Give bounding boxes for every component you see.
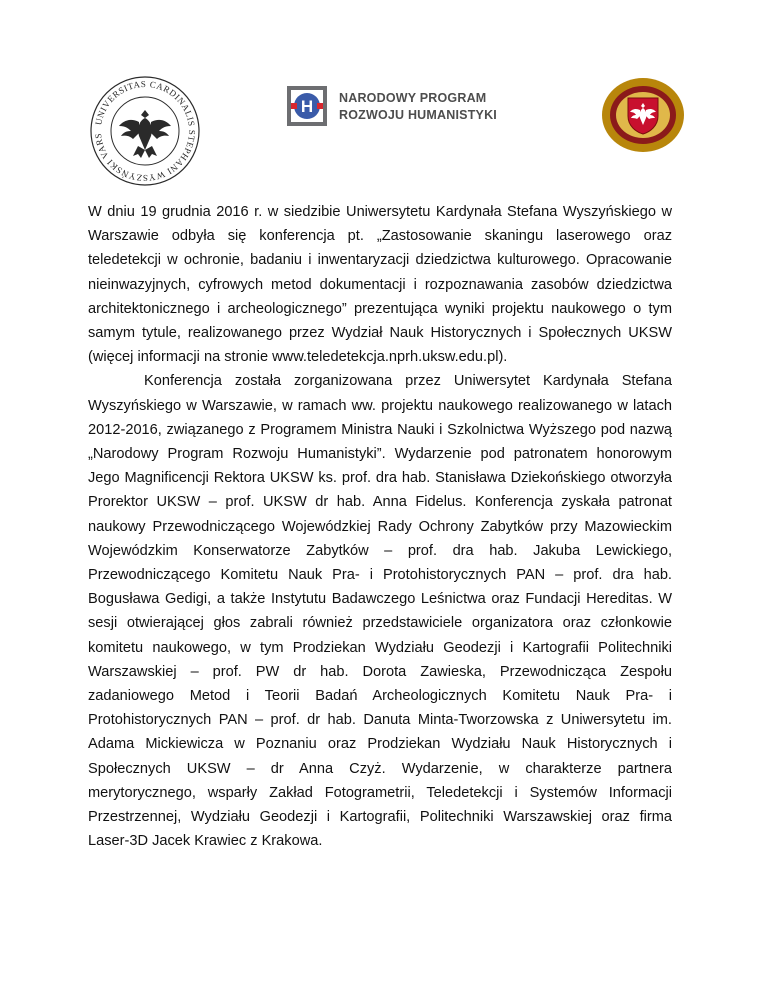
- article-body: [88, 200, 672, 853]
- university-seal-icon: [88, 74, 202, 188]
- eagle-icon: [119, 110, 171, 158]
- nprh-h-icon: [287, 86, 327, 126]
- nprh-logo: [287, 86, 517, 132]
- nprh-line-2: ROZWOJU HUMANISTYKI: [339, 108, 497, 122]
- paragraph-2: Konferencja została zorganizowana przez Uniwersytet Kardynała Stefana Wyszyńskiego w Warszawie, w ramach ww. projektu naukowego realizowanego w latach 2012-2016, związanego z Programem Ministra Nauki i Szkolnictwa Wyższego pod nazwą „Narodowy Program Rozwoju Humanistyki”. Wydarzenie pod patronatem honorowym Jego Magnificencji Rektora UKSW ks. prof. dra hab. Stanisława Dziekońskiego otworzyła Prorektor UKSW – prof. UKSW dr hab. Anna Fidelus. Konferencja zyskała patronat naukowy Przewodniczącego Wojewódzkiej Rady Ochrony Zabytków przy Mazowieckim Wojewódzkim Konserwatorze Zabytków – prof. dra hab. Jakuba Lewickiego, Przewodniczącego Komitetu Nauk Pra- i Protohistorycznych PAN – prof. dra hab. Bogusława Gedigi, a także Instytutu Badawczego Leśnictwa oraz Fundacji Hereditas. W sesji otwierającej głos zabrali również przedstawiciele organizatora oraz członkowie komitetu naukowego, w tym Prodziekan Wydziału Geodezji i Kartografii Politechniki Warszawskiej – prof. PW dr hab. Dorota Zawieska, Przewodnicząca Zespołu zadaniowego Metod i Teorii Badań Archeologicznych Komitetu Nauk Pra- i Protohistorycznych PAN – prof. dr hab. Danuta Minta-Tworzowska z Uniwersytetu im. Adama Mickiewicza w Poznaniu oraz Prodziekan Wydziału Nauk Historycznych i Społecznych UKSW – dr Anna Czyż. Wydarzenie, w charakterze partnera merytorycznego, wsparły Zakład Fotogrametrii, Teledetekcji i Systemów Informacji Przestrzennej, Wydziału Geodezji i Kartografii, Politechniki Warszawskiej oraz firma Laser-3D Jacek Krawiec z Krakowa.: [88, 373, 672, 850]
- paragraph-1: W dniu 19 grudnia 2016 r. w siedzibie Uniwersytetu Kardynała Stefana Wyszyńskiego w Warszawie odbyła się konferencja pt. „Zastosowanie skaningu laserowego oraz teledetekcji w ochronie, badaniu i inwentaryzacji dziedzictwa kulturowego. Opracowanie nieinwazyjnych, cyfrowych metod dokumentacji i rozpoznawania zasobów dziedzictwa architektonicznego i archeologicznego” prezentująca wyniki projektu naukowego o tym samym tytule, realizowanego przez Wydział Nauk Historycznych i Społecznych UKSW (więcej informacji na stronie www.teledetekcja.nprh.uksw.edu.pl).: [88, 204, 672, 366]
- svg-text:H: H: [300, 97, 314, 116]
- nprh-wordmark: [339, 90, 497, 124]
- seal-ring-text: UNIVERSITAS CARDINALIS STEPHANI WYSZYŃSKI VARS: [92, 78, 198, 184]
- nprh-line-1: NARODOWY PROGRAM: [339, 91, 487, 105]
- university-seal-logo: [88, 74, 202, 188]
- faculty-emblem-logo: [600, 76, 686, 154]
- faculty-emblem-icon: [600, 76, 686, 154]
